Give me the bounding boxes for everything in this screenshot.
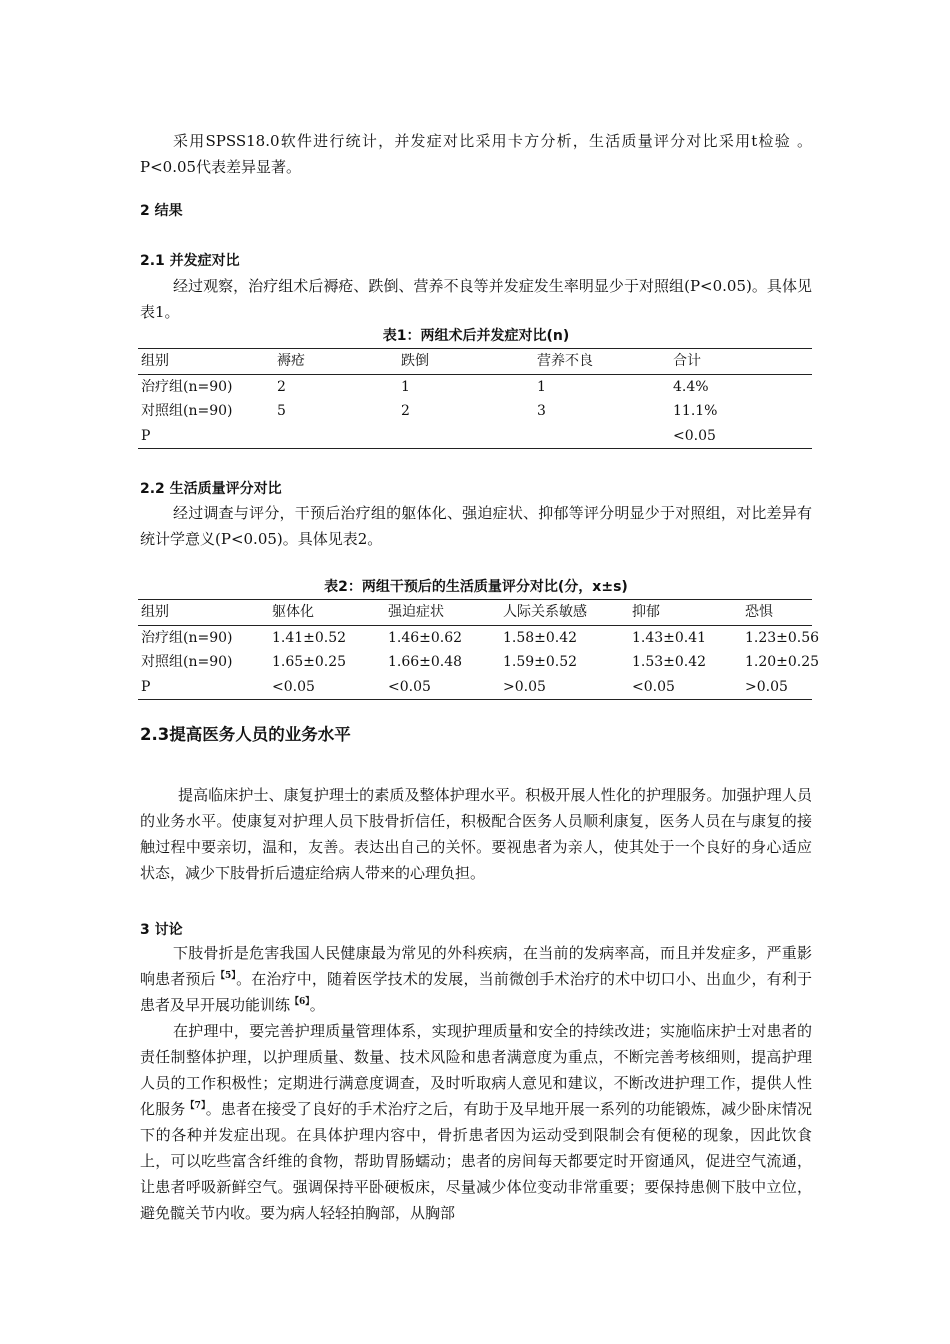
quality-score-table	[138, 599, 820, 700]
statistics-paragraph: 采用SPSS18.0软件进行统计，并发症对比采用卡方分析，生活质量评分对比采用t检验 。P<0.05代表差异显著。	[140, 132, 812, 176]
quality-paragraph: 经过调查与评分，干预后治疗组的躯体化、强迫症状、抑郁等评分明显少于对照组，对比差异有统计学意义(P<0.05)。具体见表2。	[140, 504, 812, 548]
table-cell: 5	[277, 403, 286, 419]
table1-caption: 表1：两组术后并发症对比(n)	[382, 328, 570, 344]
header-cell: 抑郁	[632, 604, 660, 620]
table-cell: 1.66±0.48	[388, 654, 463, 670]
header-cell: 组别	[141, 604, 169, 620]
header-cell: 合计	[673, 353, 701, 369]
citation-ref-7: 【7】	[185, 1101, 206, 1111]
header-cell: 营养不良	[537, 353, 593, 369]
discussion-p1-text-1: 下肢骨折是危害我国人民健康最为常见的外科疾病，在当前的发病率高，而且并发症多，严重影响患者预后	[140, 944, 812, 988]
table-cell: 1.58±0.42	[503, 629, 578, 646]
header-cell: 组别	[141, 353, 169, 369]
table-cell: 4.4%	[673, 378, 709, 395]
table-cell	[534, 424, 670, 449]
table-cell: <0.05	[272, 678, 315, 695]
discussion-paragraph-1	[140, 940, 812, 1018]
complication-table	[138, 348, 812, 449]
header-cell: 褥疮	[277, 353, 305, 369]
table-cell: 2	[277, 378, 286, 395]
table-cell: 对照组(n=90)	[141, 654, 233, 670]
table-header-row	[138, 600, 812, 626]
table-cell: <0.05	[632, 678, 675, 695]
table-row	[138, 675, 812, 700]
table-cell: 1	[401, 378, 410, 395]
table-header-row	[138, 349, 812, 375]
table-cell: >0.05	[745, 678, 788, 695]
discussion-p1-text-2: 。在治疗中，随着医学技术的发展，当前微创手术治疗的术中切口小、出血少，有利于患者及早开展功能训练	[140, 970, 812, 1014]
discussion-p1-text-3: 。	[309, 996, 325, 1014]
table-cell: 1.59±0.52	[503, 654, 578, 670]
table-cell	[274, 424, 398, 449]
table-cell: 2	[401, 403, 410, 419]
table-cell: 1.46±0.62	[388, 629, 463, 646]
header-cell: 躯体化	[272, 604, 314, 620]
table-row	[138, 625, 812, 650]
table-cell: 1.43±0.41	[632, 629, 707, 646]
table-cell: <0.05	[673, 427, 716, 444]
table-cell: 1.41±0.52	[272, 629, 347, 646]
table-cell: >0.05	[503, 678, 546, 695]
table-cell: 1.23±0.56	[745, 629, 820, 646]
table-cell: 对照组(n=90)	[141, 403, 233, 419]
citation-ref-6: 【6】	[290, 997, 310, 1007]
citation-ref-5: 【5】	[215, 971, 237, 981]
table-cell: P	[141, 427, 151, 444]
section-2-3-heading: 2.3提高医务人员的业务水平	[140, 725, 351, 744]
table-row	[138, 399, 812, 424]
discussion-p2-text-2: 。患者在接受了良好的手术治疗之后，有助于及早地开展一系列的功能锻炼，减少卧床情况下的各种并发症出现。在具体护理内容中，骨折患者因为运动受到限制会有便秘的现象，因此饮食上，可以吃些富含纤维的食物，帮助胃肠蠕动；患者的房间每天都要定时开窗通风，促进空气流通，让患者呼吸新鲜空气。强调保持平卧硬板床，尽量减少体位变动非常重要；要保持患侧下肢中立位，避免髋关节内收。要为病人轻轻拍胸部，从胸部	[140, 1100, 812, 1222]
results-heading: 2 结果	[140, 203, 183, 219]
section-2-1-heading: 2.1 并发症对比	[140, 253, 240, 269]
complication-paragraph: 经过观察，治疗组术后褥疮、跌倒、营养不良等并发症发生率明显少于对照组(P<0.05)。具体见表1。	[140, 277, 812, 321]
table2-caption: 表2：两组干预后的生活质量评分对比(分，x±s)	[324, 579, 628, 595]
discussion-heading: 3 讨论	[140, 922, 183, 938]
table-cell	[398, 424, 534, 449]
staff-level-paragraph: 提高临床护士、康复护理士的素质及整体护理水平。积极开展人性化的护理服务。加强护理人员的业务水平。使康复对护理人员下肢骨折信任，积极配合医务人员顺利康复，医务人员在与康复的接触过程中要亲切，温和，友善。表达出自己的关怀。要视患者为亲人，使其处于一个良好的身心适应状态，减少下肢骨折后遗症给病人带来的心理负担。	[140, 786, 812, 882]
table-row	[138, 374, 812, 399]
header-cell: 人际关系敏感	[503, 604, 587, 620]
discussion-p2-text-1: 在护理中，要完善护理质量管理体系，实现护理质量和安全的持续改进；实施临床护士对患者的责任制整体护理，以护理质量、数量、技术风险和患者满意度为重点，不断完善考核细则，提高护理人员的工作积极性；定期进行满意度调查，及时听取病人意见和建议，不断改进护理工作，提供人性化服务	[140, 1022, 812, 1118]
table-cell: 治疗组(n=90)	[141, 378, 233, 395]
table-row	[138, 650, 812, 675]
table-cell: 1.20±0.25	[745, 654, 820, 670]
table-cell: 1.53±0.42	[632, 654, 707, 670]
discussion-paragraph-2	[140, 1018, 812, 1226]
table-cell: P	[141, 678, 151, 695]
table-cell: 11.1%	[673, 403, 718, 419]
header-cell: 恐惧	[745, 604, 773, 620]
header-cell: 跌倒	[401, 353, 429, 369]
table-cell: 1.65±0.25	[272, 654, 347, 670]
table-row	[138, 424, 812, 449]
table-cell: 3	[537, 403, 546, 419]
table-cell: 1	[537, 378, 546, 395]
table-cell: 治疗组(n=90)	[141, 629, 233, 646]
table-cell: <0.05	[388, 678, 431, 695]
header-cell: 强迫症状	[388, 604, 444, 620]
section-2-2-heading: 2.2 生活质量评分对比	[140, 481, 282, 497]
